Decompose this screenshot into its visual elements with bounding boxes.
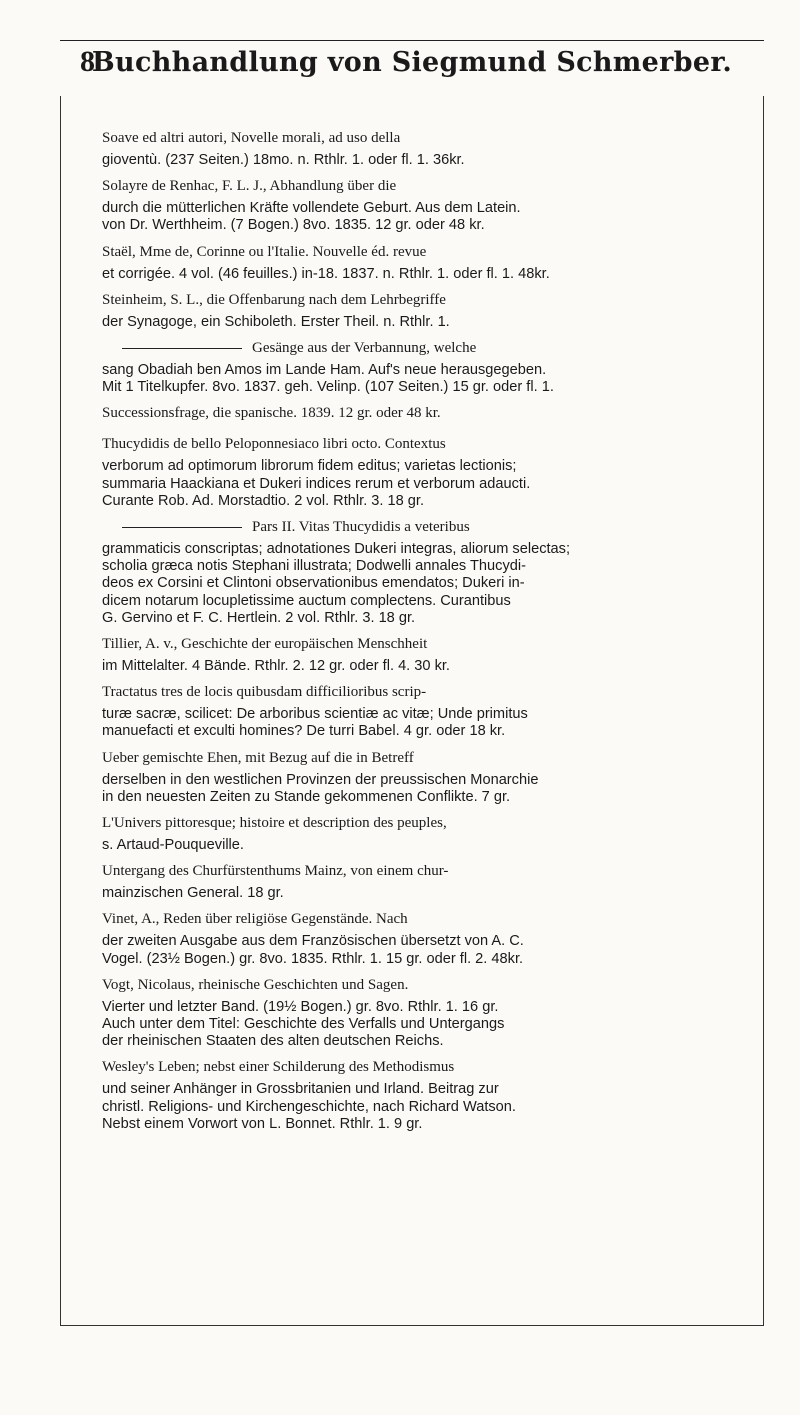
entry-description <box>102 772 722 806</box>
entry-line: deos ex Corsini et Clintoni observationibus emendatos; Dukeri in- <box>102 575 525 592</box>
entry-description <box>102 152 722 169</box>
entry-line: manuefacti et exculti homines? De turri Babel. 4 gr. oder 18 kr. <box>102 723 506 740</box>
entry-description <box>102 200 722 234</box>
catalog-entry <box>102 679 722 740</box>
entry-heading: Vogt, Nicolaus, rheinische Geschichten und Sagen. <box>102 976 409 993</box>
entry-line: der rheinischen Staaten des alten deutschen Reichs. <box>102 1033 444 1050</box>
catalog-entry <box>102 400 722 427</box>
entry-description <box>102 706 722 740</box>
entry-heading: Solayre de Renhac, F. L. J., Abhandlung über die <box>102 178 397 195</box>
entry-line: grammaticis conscriptas; adnotationes Dukeri integras, aliorum selectas; <box>102 541 571 558</box>
entry-line: in den neuesten Zeiten zu Stande gekommenen Conflikte. 7 gr. <box>102 788 511 805</box>
entry-heading: Staël, Mme de, Corinne ou l'Italie. Nouvelle éd. revue <box>102 243 427 260</box>
running-title: Buchhandlung von Siegmund Schmerber. <box>91 47 733 78</box>
entry-description <box>102 837 722 854</box>
entry-line: Mit 1 Titelkupfer. 8vo. 1837. geh. Velinp. (107 Seiten.) 15 gr. oder fl. 1. <box>102 379 554 396</box>
entry-heading: Tillier, A. v., Geschichte der europäischen Menschheit <box>102 636 428 653</box>
page-number: 8 <box>80 45 95 78</box>
entry-heading: Soave ed altri autori, Novelle morali, ad uso della <box>102 130 401 146</box>
entry-line: scholia græca notis Stephani illustrata; Dodwelli annales Thucydi- <box>102 558 526 575</box>
catalog-entry <box>102 631 722 675</box>
entry-line: im Mittelalter. 4 Bände. Rthlr. 2. 12 gr. oder fl. 4. 30 kr. <box>102 658 450 675</box>
entry-heading: Successionsfrage, die spanische. 1839. 12 gr. oder 48 kr. <box>102 405 441 422</box>
entry-heading: Pars II. Vitas Thucydidis a veteribus <box>102 514 722 541</box>
catalog-entry <box>102 431 722 510</box>
entry-line: Curante Rob. Ad. Morstadtio. 2 vol. Rthlr. 3. 18 gr. <box>102 492 425 509</box>
entry-line: s. Artaud-Pouqueville. <box>102 837 244 854</box>
entry-line: et corrigée. 4 vol. (46 feuilles.) in-18. 1837. n. Rthlr. 1. oder fl. 1. 48kr. <box>102 265 550 282</box>
entry-line: von Dr. Werthheim. (7 Bogen.) 8vo. 1835. 12 gr. oder 48 kr. <box>102 217 485 234</box>
catalog-entries <box>60 125 764 1137</box>
entry-line: durch die mütterlichen Kräfte vollendete Geburt. Aus dem Latein. <box>102 200 521 217</box>
entry-description <box>102 933 722 967</box>
entry-line: mainzischen General. 18 gr. <box>102 885 284 902</box>
entry-description <box>102 458 722 510</box>
catalog-entry <box>102 972 722 1051</box>
entry-heading: Thucydidis de bello Peloponnesiaco libri octo. Contextus <box>102 436 446 453</box>
entry-heading: Ueber gemischte Ehen, mit Bezug auf die in Betreff <box>102 749 414 766</box>
entry-heading: Steinheim, S. L., die Offenbarung nach dem Lehrbegriffe <box>102 291 446 308</box>
entry-description <box>102 885 722 902</box>
catalog-entry <box>102 858 722 902</box>
entry-heading: L'Univers pittoresque; histoire et description des peuples, <box>102 815 447 832</box>
entry-line: Vierter und letzter Band. (19½ Bogen.) gr. 8vo. Rthlr. 1. 16 gr. <box>102 998 499 1015</box>
entry-description <box>102 541 722 627</box>
entry-line: summaria Haackiana et Dukeri indices rerum et verborum adaucti. <box>102 475 531 492</box>
catalog-entry <box>102 335 722 396</box>
catalog-entry <box>102 745 722 806</box>
entry-description <box>102 266 722 283</box>
entry-line: derselben in den westlichen Provinzen der preussischen Monarchie <box>102 771 539 788</box>
entry-line: Nebst einem Vorwort von L. Bonnet. Rthlr. 1. 9 gr. <box>102 1115 423 1132</box>
entry-line: gioventù. (237 Seiten.) 18mo. n. Rthlr. 1. oder fl. 1. 36kr. <box>102 152 465 168</box>
entry-line: der Synagoge, ein Schiboleth. Erster Theil. n. Rthlr. 1. <box>102 313 450 330</box>
entry-line: verborum ad optimorum librorum fidem editus; varietas lectionis; <box>102 458 517 475</box>
entry-line: und seiner Anhänger in Grossbritanien und Irland. Beitrag zur <box>102 1081 499 1098</box>
entry-heading: Tractatus tres de locis quibusdam difficilioribus scrip- <box>102 684 427 701</box>
catalog-page <box>60 40 764 1132</box>
entry-line: dicem notarum locupletissime auctum complectens. Curantibus <box>102 592 511 609</box>
catalog-entry <box>102 287 722 331</box>
catalog-entry <box>102 906 722 967</box>
page-header <box>60 40 764 97</box>
catalog-entry <box>102 1054 722 1133</box>
entry-line: sang Obadiah ben Amos im Lande Ham. Auf's neue herausgegeben. <box>102 362 547 379</box>
catalog-entry <box>102 514 722 627</box>
entry-line: Vogel. (23½ Bogen.) gr. 8vo. 1835. Rthlr. 1. 15 gr. oder fl. 2. 48kr. <box>102 950 524 967</box>
catalog-entry <box>102 125 722 169</box>
entry-line: turæ sacræ, scilicet: De arboribus scientiæ ac vitæ; Unde primitus <box>102 706 528 723</box>
entry-description <box>102 362 722 396</box>
entry-heading: Vinet, A., Reden über religiöse Gegenstände. Nach <box>102 911 408 928</box>
entry-description <box>102 658 722 675</box>
entry-line: G. Gervino et F. C. Hertlein. 2 vol. Rthlr. 3. 18 gr. <box>102 609 416 626</box>
entry-heading: Wesley's Leben; nebst einer Schilderung des Methodismus <box>102 1059 455 1076</box>
catalog-entry <box>102 239 722 283</box>
catalog-entry <box>102 810 722 854</box>
entry-heading: Gesänge aus der Verbannung, welche <box>102 335 722 362</box>
catalog-entry <box>102 173 722 234</box>
entry-description <box>102 314 722 331</box>
entry-line: der zweiten Ausgabe aus dem Französischen übersetzt von A. C. <box>102 933 524 950</box>
entry-line: Auch unter dem Titel: Geschichte des Verfalls und Untergangs <box>102 1016 505 1033</box>
entry-description <box>102 1081 722 1133</box>
entry-line: christl. Religions- und Kirchengeschichte, nach Richard Watson. <box>102 1098 516 1115</box>
entry-description <box>102 999 722 1051</box>
entry-heading: Untergang des Churfürstenthums Mainz, von einem chur- <box>102 863 449 880</box>
